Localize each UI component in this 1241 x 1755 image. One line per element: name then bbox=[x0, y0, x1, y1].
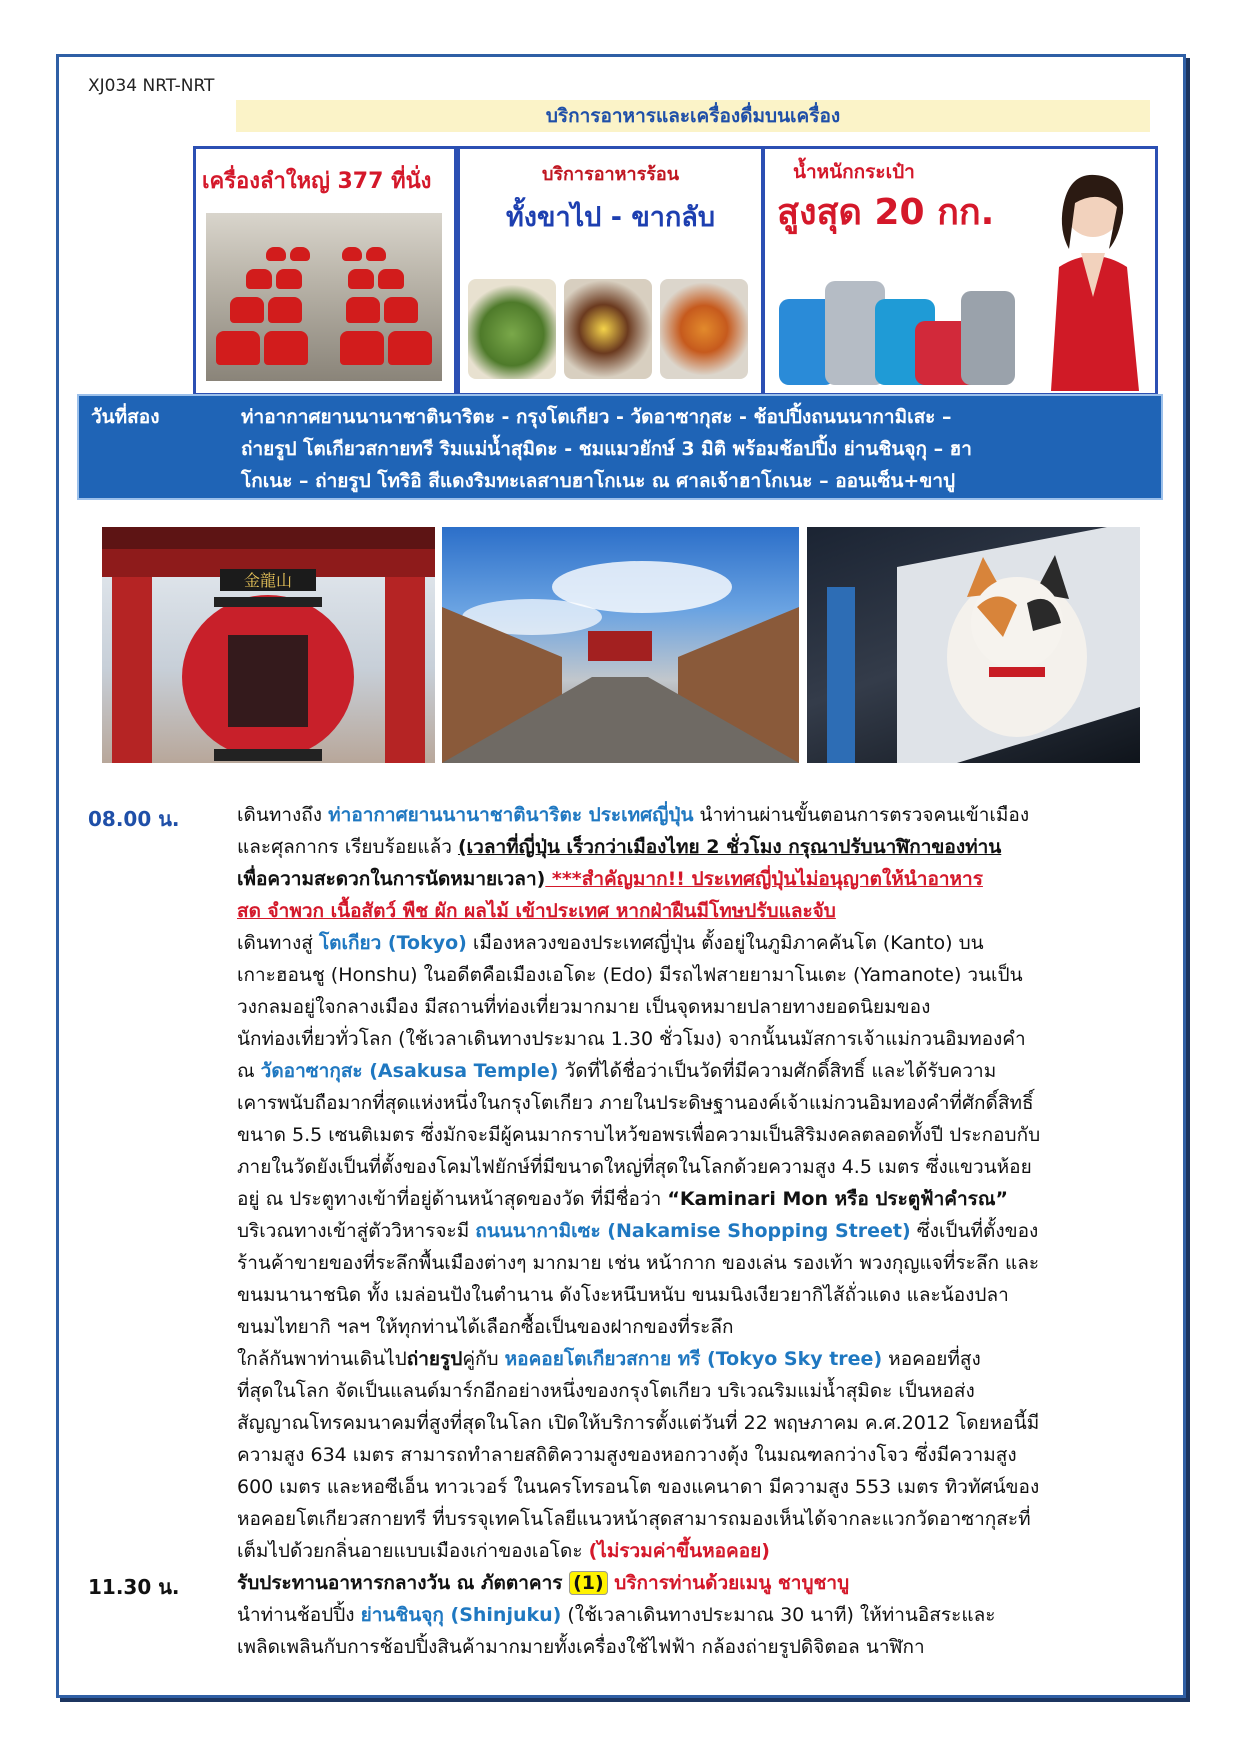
day-route-line-3: โกเนะ – ถ่ายรูป โทริอิ สีแดงริมทะเลสาบฮาโกเนะ ณ ศาลเจ้าฮาโกเนะ – ออนเซ็น+ขาปู bbox=[241, 470, 956, 492]
meal-image-1 bbox=[468, 279, 556, 379]
text-line: อยู่ ณ ประตูทางเข้าที่อยู่ด้านหน้าสุดของวัด ที่มีชื่อว่า “Kaminari Mon หรือ ประตูฟ้าคำรณ” bbox=[237, 1188, 1009, 1210]
promo-aircraft-panel bbox=[193, 146, 457, 396]
baggage-title: น้ำหนักกระเป๋า bbox=[793, 161, 915, 183]
text-line: ความสูง 634 เมตร สามารถทำลายสถิติความสูงของหอกวางตุ้ง ในมณฑลกว่างโจว ซึ่งมีความสูง bbox=[237, 1444, 1017, 1466]
text-line: เดินทางสู่ โตเกียว (Tokyo) เมืองหลวงของประเทศญี่ปุ่น ตั้งอยู่ในภูมิภาคคันโต (Kanto) บน bbox=[237, 932, 984, 954]
skytree-paragraph bbox=[237, 1343, 1157, 1567]
day-route-line-1: ท่าอากาศยานนานาชาตินาริตะ - กรุงโตเกียว - วัดอาซากุสะ - ช้อปปิ้งถนนนากามิเสะ – bbox=[241, 406, 952, 428]
lunch-paragraph bbox=[237, 1567, 1157, 1663]
text-line: หอคอยโตเกียวสกายทรี ที่บรรจุเทคโนโลยีแนวหน้าสุดสามารถมองเห็นได้จากละแวกวัดอาซากุสะที่ bbox=[237, 1508, 1031, 1530]
text-line: ที่สุดในโลก จัดเป็นแลนด์มาร์กอีกอย่างหนึ่งของกรุงโตเกียว บริเวณริมแม่น้ำสุมิดะ เป็นหอส่ง bbox=[237, 1380, 975, 1402]
text-line: สด จำพวก เนื้อสัตว์ พืช ผัก ผลไม้ เข้าประเทศ หากฝ่าฝืนมีโทษปรับและจับ bbox=[237, 900, 836, 922]
text-line: ใกล้กันพาท่านเดินไปถ่ายรูปคู่กับ หอคอยโตเกียวสกาย ทรี (Tokyo Sky tree) หอคอยที่สูง bbox=[237, 1348, 981, 1370]
text-line: เต็มไปด้วยกลิ่นอายแบบเมืองเก่าของเอโดะ (ไม่รวมค่าขึ้นหอคอย) bbox=[237, 1540, 770, 1562]
nakamise-street-photo bbox=[442, 527, 799, 763]
text-line: สัญญาณโทรคมนาคมที่สูงที่สุดในโลก เปิดให้บริการตั้งแต่วันที่ 22 พฤษภาคม ค.ศ.2012 โดยหอนี้มี bbox=[237, 1412, 1040, 1434]
time-0800: 08.00 น. bbox=[88, 807, 180, 831]
cabin-seats-image bbox=[206, 213, 442, 381]
service-banner: บริการอาหารและเครื่องดื่มบนเครื่อง bbox=[236, 100, 1150, 132]
tokyo-asakusa-paragraph bbox=[237, 927, 1157, 1343]
text-line: ร้านค้าขายของที่ระลึกพื้นเมืองต่างๆ มากมาย เช่น หน้ากาก ของเล่น รองเท้า พวงกุญแจที่ระลึก และ bbox=[237, 1252, 1040, 1274]
arrival-paragraph bbox=[237, 799, 1157, 927]
meal-image-2 bbox=[564, 279, 652, 379]
text-line: เพลิดเพลินกับการช้อปปิ้งสินค้ามากมายทั้งเครื่องใช้ไฟฟ้า กล้องถ่ายรูปดิจิตอล นาฬิกา bbox=[237, 1636, 925, 1658]
meal-title: บริการอาหารร้อน bbox=[541, 164, 680, 185]
aircraft-title: เครื่องลำใหญ่ 377 ที่นั่ง bbox=[202, 169, 432, 194]
promo-baggage-panel bbox=[762, 146, 1158, 396]
time-1130: 11.30 น. bbox=[88, 1575, 180, 1599]
meal-subtitle: ทั้งขาไป - ขากลับ bbox=[506, 202, 715, 233]
tour-code: XJ034 NRT-NRT bbox=[88, 76, 215, 96]
text-line: และศุลกากร เรียบร้อยแล้ว (เวลาที่ญี่ปุ่น เร็วกว่าเมืองไทย 2 ชั่วโมง กรุณาปรับนาฬิกาของท่าน bbox=[237, 836, 1002, 858]
text-line: นักท่องเที่ยวทั่วโลก (ใช้เวลาเดินทางประมาณ 1.30 ชั่วโมง) จากนั้นนมัสการเจ้าแม่กวนอิมทองคำ bbox=[237, 1028, 1026, 1050]
text-line: ณ วัดอาซากุสะ (Asakusa Temple) วัดที่ได้ชื่อว่าเป็นวัดที่มีความศักดิ์สิทธิ์ และได้รับความ bbox=[237, 1060, 997, 1082]
day-label: วันที่สอง bbox=[91, 406, 160, 428]
flight-attendant-image bbox=[1029, 167, 1149, 391]
day-route-line-2: ถ่ายรูป โตเกียวสกายทรี ริมแม่น้ำสุมิดะ - ชมแมวยักษ์ 3 มิติ พร้อมช้อปปิ้ง ย่านชินจุกุ – ฮา bbox=[241, 438, 972, 460]
text-line: เดินทางถึง ท่าอากาศยานนานาชาตินาริตะ ประเทศญี่ปุ่น นำท่านผ่านขั้นตอนการตรวจคนเข้าเมือง bbox=[237, 804, 1030, 826]
baggage-subtitle: สูงสุด 20 กก. bbox=[777, 192, 995, 233]
text-line: ขนมไทยากิ ฯลฯ ให้ทุกท่านได้เลือกซื้อเป็นของฝากของที่ระลึก bbox=[237, 1316, 734, 1338]
meal-image-3 bbox=[660, 279, 748, 379]
text-line: ขนาด 5.5 เซนติเมตร ซึ่งมักจะมีผู้คนมากราบไหว้ขอพรเพื่อความเป็นสิริมงคลตลอดทั้งปี ประกอบกับ bbox=[237, 1124, 1041, 1146]
text-line: ภายในวัดยังเป็นที่ตั้งของโคมไฟยักษ์ที่มีขนาดใหญ่ที่สุดในโลกด้วยความสูง 4.5 เมตร ซึ่งแขวนห้อย bbox=[237, 1156, 1032, 1178]
meal-count-badge: (1) bbox=[569, 1571, 608, 1595]
text-line: วงกลมอยู่ใจกลางเมือง มีสถานที่ท่องเที่ยวมากมาย เป็นจุดหมายปลายทางยอดนิยมของ bbox=[237, 996, 931, 1018]
text-line: เคารพนับถือมากที่สุดแห่งหนึ่งในกรุงโตเกียว ภายในประดิษฐานองค์เจ้าแม่กวนอิมทองคำที่ศักดิ์สิทธิ์ bbox=[237, 1092, 1034, 1114]
text-line: 600 เมตร และหอซีเอ็น ทาวเวอร์ ในนครโทรอนโต ของแคนาดา มีความสูง 553 เมตร ทิวทัศน์ของ bbox=[237, 1476, 1040, 1498]
temple-sign: 金龍山 bbox=[243, 571, 293, 590]
text-line: เกาะฮอนชู (Honshu) ในอดีตคือเมืองเอโดะ (Edo) มีรถไฟสายยามาโนเตะ (Yamanote) วนเป็น bbox=[237, 964, 1023, 986]
promo-meal-panel bbox=[457, 146, 764, 396]
text-line: เพื่อความสะดวกในการนัดหมายเวลา) ***สำคัญมาก!! ประเทศญี่ปุ่นไม่อนุญาตให้นำอาหาร bbox=[237, 868, 983, 890]
text-line: รับประทานอาหารกลางวัน ณ ภัตตาคาร (1) บริการท่านด้วยเมนู ชาบูชาบู bbox=[237, 1572, 850, 1594]
day-header bbox=[77, 394, 1163, 500]
text-line: นำท่านช้อปปิ้ง ย่านชินจุกุ (Shinjuku) (ใช้เวลาเดินทางประมาณ 30 นาที) ให้ท่านอิสระและ bbox=[237, 1604, 996, 1626]
kaminarimon-photo bbox=[102, 527, 435, 763]
suitcase-icon bbox=[961, 291, 1015, 385]
text-line: ขนมนานาชนิด ทั้ง เมล่อนปังในตำนาน ดังโงะหนึบหนับ ขนมนิงเงียวยากิไส้ถั่วแดง และน้องปลา bbox=[237, 1284, 1009, 1306]
text-line: บริเวณทางเข้าสู่ตัววิหารจะมี ถนนนากามิเซะ (Nakamise Shopping Street) ซึ่งเป็นที่ตั้งของ bbox=[237, 1220, 1039, 1242]
3d-cat-billboard-photo bbox=[807, 527, 1140, 763]
